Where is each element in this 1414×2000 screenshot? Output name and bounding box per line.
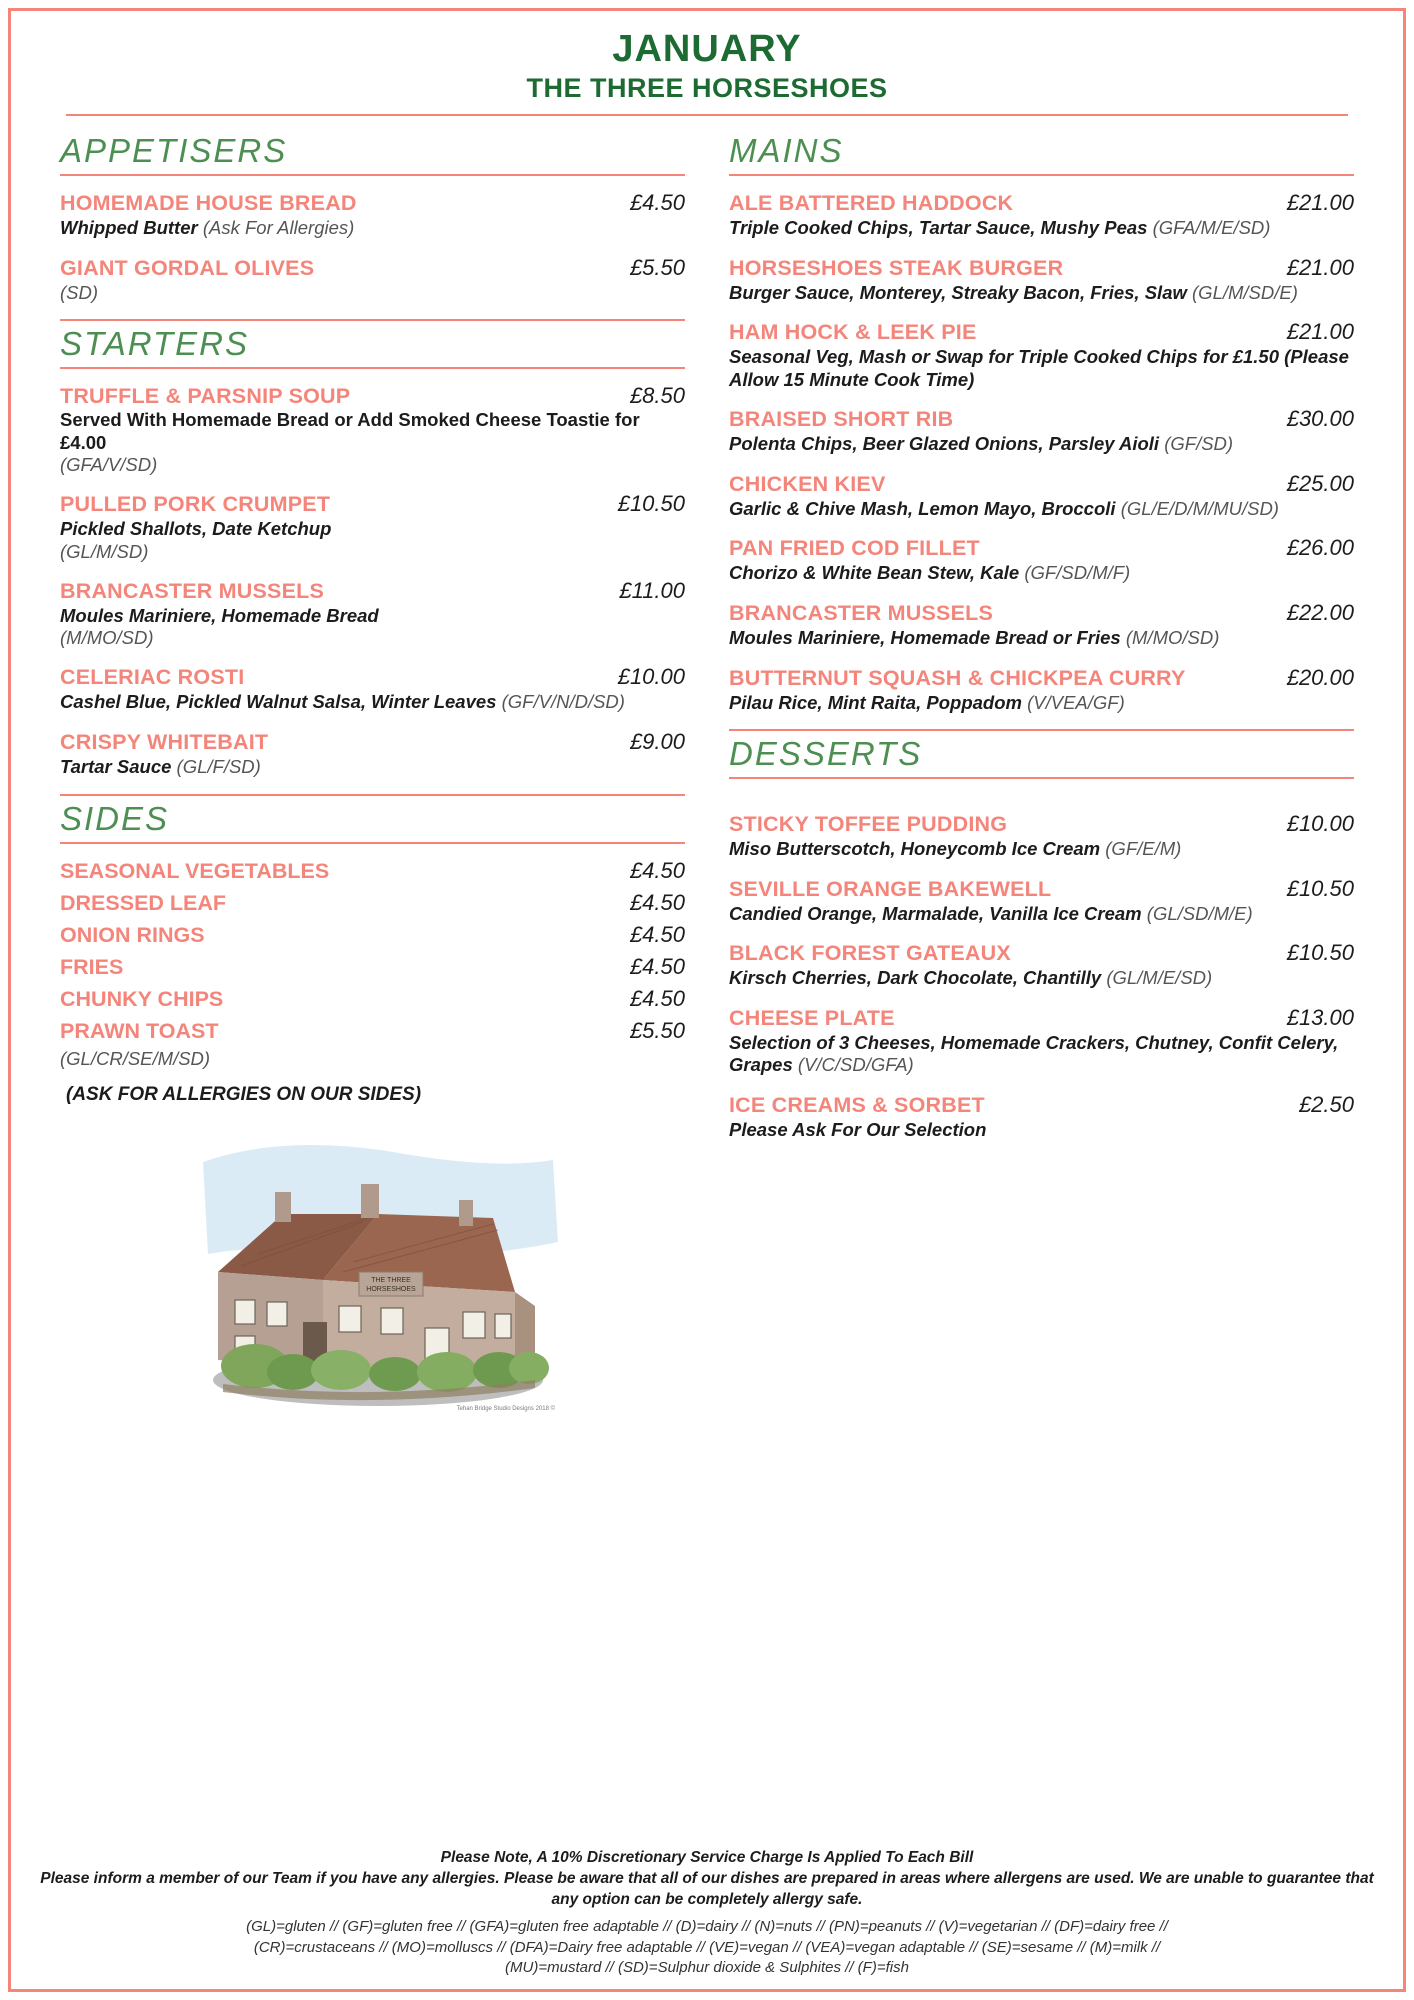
item-desc-text: Seasonal Veg, Mash or Swap for Triple Cooked Chips for £1.50 (Please Allow 15 Minute Cook Time)	[729, 346, 1349, 390]
item-name: HORSESHOES STEAK BURGER	[729, 255, 1064, 280]
item-name: BRAISED SHORT RIB	[729, 407, 954, 432]
item-desc-text: Cashel Blue, Pickled Walnut Salsa, Winter Leaves	[60, 691, 502, 713]
list-item	[60, 954, 685, 980]
list-item	[60, 890, 685, 916]
allergen-key-line-1: (GL)=gluten // (GF)=gluten free // (GFA)=gluten free adaptable // (D)=dairy // (N)=nuts // (PN)=peanuts // (V)=vegetarian // (DF)=dairy free //	[246, 1918, 1168, 1936]
divider-sides	[60, 842, 685, 844]
item-price: £2.50	[1298, 1091, 1354, 1117]
item-description	[60, 217, 685, 240]
item-desc-text: Pilau Rice, Mint Raita, Poppadom	[729, 691, 1028, 713]
item-desc-text: Chorizo & White Bean Stew, Kale	[729, 562, 1025, 584]
divider-mains	[729, 174, 1354, 176]
item-name: TRUFFLE & PARSNIP SOUP	[60, 384, 351, 409]
item-name: HAM HOCK & LEEK PIE	[729, 320, 977, 345]
item-price: £21.00	[1286, 190, 1354, 215]
right-column	[729, 130, 1354, 1422]
header-divider	[66, 114, 1348, 116]
menu-item	[729, 406, 1354, 456]
item-allergens: (GF/V/N/D/SD)	[501, 691, 625, 713]
item-description	[729, 627, 1354, 650]
menu-item	[60, 664, 685, 714]
item-description	[729, 692, 1354, 715]
side-name: DRESSED LEAF	[60, 890, 227, 915]
item-allergens: (Ask For Allergies)	[202, 217, 355, 238]
side-price: £4.50	[629, 889, 685, 915]
item-desc-text: Polenta Chips, Beer Glazed Onions, Parsley Aioli	[729, 433, 1165, 455]
list-item	[60, 986, 685, 1012]
item-name: HOMEMADE HOUSE BREAD	[60, 191, 357, 215]
side-name: PRAWN TOAST	[60, 1018, 219, 1043]
item-allergens: (GF/SD/M/F)	[1024, 562, 1131, 584]
item-price: £5.50	[629, 254, 685, 280]
item-price: £20.00	[1286, 664, 1354, 690]
item-allergens: (SD)	[60, 281, 99, 303]
menu-item	[729, 1005, 1354, 1077]
section-title-desserts: DESSERTS	[729, 735, 923, 773]
item-name: PAN FRIED COD FILLET	[729, 536, 980, 561]
sides-note: (ASK FOR ALLERGIES ON OUR SIDES)	[66, 1083, 422, 1105]
menu-columns	[60, 130, 1354, 1422]
menu-item	[729, 255, 1354, 305]
item-name: PULLED PORK CRUMPET	[60, 492, 331, 517]
side-price: £4.50	[629, 985, 685, 1011]
item-allergens: (M/MO/SD)	[1125, 626, 1220, 648]
item-price: £21.00	[1286, 319, 1354, 345]
item-desc-text: Moules Mariniere, Homemade Bread or Fries	[729, 626, 1126, 648]
item-allergens: (GF/E/M)	[1105, 838, 1182, 860]
item-desc-text: Candied Orange, Marmalade, Vanilla Ice Cream	[729, 902, 1147, 924]
item-allergens: (GL/F/SD)	[176, 755, 261, 777]
side-name: CHUNKY CHIPS	[60, 986, 224, 1011]
menu-item	[60, 491, 685, 563]
item-allergens: (GL/SD/M/E)	[1146, 902, 1253, 924]
item-name: GIANT GORDAL OLIVES	[60, 255, 315, 280]
item-description	[729, 967, 1354, 990]
item-desc-text: Tartar Sauce	[60, 755, 177, 777]
menu-item	[729, 600, 1354, 650]
item-description	[729, 1032, 1354, 1077]
menu-item	[729, 535, 1354, 585]
item-allergens: (GL/M/E/SD)	[1106, 967, 1213, 989]
left-column	[60, 130, 685, 1422]
item-name: CRISPY WHITEBAIT	[60, 729, 269, 754]
item-name: SEVILLE ORANGE BAKEWELL	[729, 876, 1052, 901]
section-title-appetisers: APPETISERS	[60, 132, 288, 169]
item-description	[729, 433, 1354, 456]
item-description	[729, 282, 1354, 305]
divider-starters-top	[60, 319, 685, 321]
item-description: Pickled Shallots, Date Ketchup	[60, 518, 332, 540]
service-charge-note: Please Note, A 10% Discretionary Service Charge Is Applied To Each Bill	[440, 1849, 974, 1867]
item-allergens: (GFA/V/SD)	[60, 454, 158, 476]
divider-appetisers	[60, 174, 685, 176]
side-price: £4.50	[629, 953, 685, 979]
item-description	[60, 282, 685, 305]
item-price: £8.50	[629, 383, 685, 409]
item-description	[729, 346, 1354, 391]
divider-desserts	[729, 777, 1354, 779]
item-price: £10.50	[1286, 875, 1354, 901]
side-price: £4.50	[629, 921, 685, 947]
pub-illustration	[163, 1122, 583, 1422]
divider-desserts-top	[729, 729, 1354, 731]
list-item	[60, 858, 685, 884]
menu-item	[729, 940, 1354, 990]
pub-sign-line-1: THE THREE	[370, 1276, 411, 1284]
side-price: £4.50	[629, 857, 685, 883]
item-desc-text: Triple Cooked Chips, Tartar Sauce, Mushy Peas	[729, 217, 1153, 238]
item-price: £13.00	[1286, 1004, 1354, 1030]
item-price: £9.00	[629, 728, 685, 754]
item-desc-text: Burger Sauce, Monterey, Streaky Bacon, Fries, Slaw	[729, 281, 1193, 303]
item-desc-text: Whipped Butter	[60, 217, 203, 238]
section-title-starters: STARTERS	[60, 325, 249, 363]
item-price: £11.00	[619, 577, 685, 603]
item-name: STICKY TOFFEE PUDDING	[729, 812, 1008, 837]
menu-item	[729, 665, 1354, 715]
menu-item	[60, 255, 685, 305]
allergen-key-line-2: (CR)=crustaceans // (MO)=molluscs // (DFA)=Dairy free adaptable // (VE)=vegan // (VEA)=vegan adaptable // (SE)=sesame // (M)=milk //	[253, 1938, 1161, 1956]
item-desc-text: Miso Butterscotch, Honeycomb Ice Cream	[729, 838, 1106, 860]
divider-sides-top	[60, 794, 685, 796]
item-description: Served With Homemade Bread or Add Smoked Cheese Toastie for £4.00	[60, 409, 640, 453]
item-description	[729, 498, 1354, 521]
item-name: ICE CREAMS & SORBET	[729, 1092, 985, 1117]
item-desc-text: Garlic & Chive Mash, Lemon Mayo, Broccoli	[729, 497, 1121, 519]
menu-item	[729, 319, 1354, 391]
item-price: £25.00	[1286, 470, 1354, 496]
side-name: FRIES	[60, 954, 124, 979]
menu-item	[729, 876, 1354, 926]
item-description	[729, 838, 1354, 861]
venue-name: THE THREE HORSESHOES	[526, 73, 888, 103]
item-name: BRANCASTER MUSSELS	[729, 600, 994, 625]
menu-item	[729, 471, 1354, 521]
menu-item	[729, 190, 1354, 240]
item-name: BLACK FOREST GATEAUX	[729, 941, 1011, 966]
menu-item	[60, 190, 685, 240]
sides-allergens: (GL/CR/SE/M/SD)	[60, 1047, 211, 1069]
item-allergens: (GL/M/SD/E)	[1192, 281, 1298, 303]
item-allergens: (GF/SD)	[1164, 433, 1234, 455]
menu-item	[729, 811, 1354, 861]
item-price: £10.00	[617, 664, 685, 690]
item-description	[729, 562, 1354, 585]
item-allergens: (GL/E/D/M/MU/SD)	[1120, 497, 1279, 519]
menu-item	[60, 729, 685, 779]
footer	[30, 1848, 1384, 1978]
illustration-credit: Tehan Bridge Studio Designs 2018 ©	[456, 1405, 555, 1412]
item-name: CHEESE PLATE	[729, 1005, 895, 1030]
menu-item	[60, 383, 685, 476]
item-name: CHICKEN KIEV	[729, 471, 886, 496]
section-title-mains: MAINS	[729, 132, 844, 169]
item-description	[729, 903, 1354, 926]
item-description	[729, 217, 1354, 240]
item-allergens: (V/VEA/GF)	[1027, 691, 1125, 713]
item-price: £21.00	[1286, 254, 1354, 280]
item-description	[60, 756, 685, 779]
item-name: BRANCASTER MUSSELS	[60, 578, 325, 603]
side-price: £5.50	[629, 1017, 685, 1043]
item-desc-text: Please Ask For Our Selection	[729, 1118, 987, 1140]
pub-building-icon	[163, 1122, 583, 1422]
menu-item	[60, 578, 685, 650]
item-allergens: (GFA/M/E/SD)	[1152, 217, 1271, 238]
item-name: ALE BATTERED HADDOCK	[729, 191, 1014, 215]
item-allergens: (M/MO/SD)	[60, 627, 154, 649]
item-price: £26.00	[1286, 535, 1354, 561]
item-price: £30.00	[1286, 406, 1354, 432]
allergen-key-line-3: (MU)=mustard // (SD)=Sulphur dioxide & Sulphites // (F)=fish	[505, 1958, 909, 1976]
item-price: £10.50	[1286, 940, 1354, 966]
side-name: ONION RINGS	[60, 922, 205, 947]
item-allergens: (GL/M/SD)	[60, 540, 149, 562]
pub-sign-line-2: HORSESHOES	[365, 1285, 416, 1293]
menu-item	[729, 1092, 1354, 1142]
item-price: £10.00	[1286, 811, 1354, 837]
side-name: SEASONAL VEGETABLES	[60, 858, 330, 883]
item-description: Moules Mariniere, Homemade Bread	[60, 604, 379, 626]
item-allergens: (V/C/SD/GFA)	[797, 1054, 914, 1076]
item-name: CELERIAC ROSTI	[60, 665, 245, 690]
section-title-sides: SIDES	[60, 799, 170, 837]
item-desc-text: Kirsch Cherries, Dark Chocolate, Chantilly	[729, 967, 1107, 989]
divider-starters	[60, 367, 685, 369]
item-name: BUTTERNUT SQUASH & CHICKPEA CURRY	[729, 665, 1186, 690]
item-description	[729, 1119, 1354, 1142]
allergy-note: Please inform a member of our Team if you have any allergies. Please be aware that all of our dishes are prepared in areas where allergens are used. We are unable to guarantee that any option can be completely allergy safe.	[40, 1870, 1374, 1909]
item-price: £22.00	[1286, 599, 1354, 625]
item-desc-text: Selection of 3 Cheeses, Homemade Crackers, Chutney, Confit Celery, Grapes	[729, 1031, 1339, 1076]
item-price: £4.50	[629, 190, 685, 215]
item-price: £10.50	[617, 491, 685, 517]
list-item	[60, 922, 685, 948]
list-item	[60, 1018, 685, 1044]
item-description	[60, 691, 685, 714]
page-title: JANUARY	[612, 28, 802, 70]
